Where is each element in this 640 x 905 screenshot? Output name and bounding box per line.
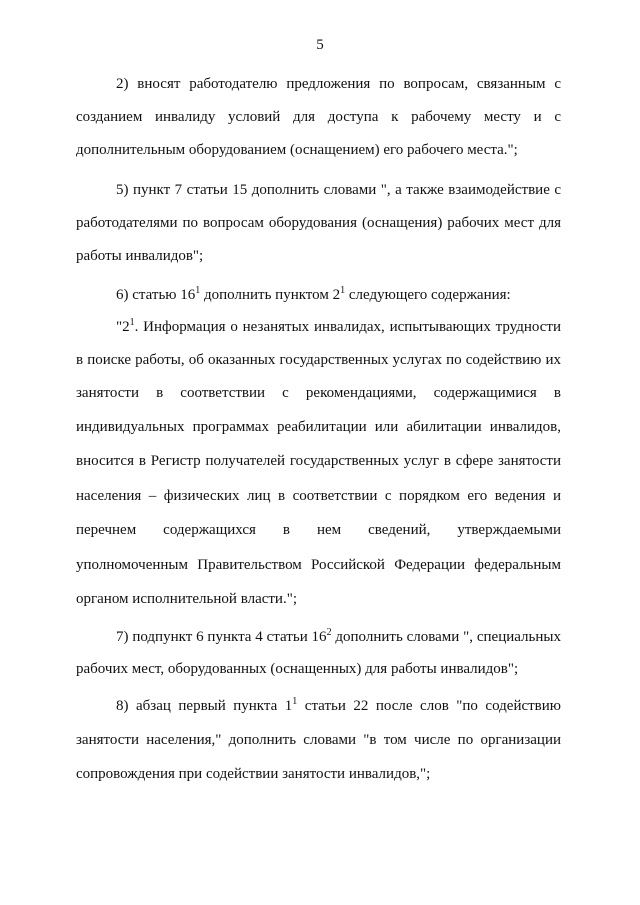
item-7-line-2: рабочих мест, оборудованных (оснащенных) для работы инвалидов"; [76,661,519,677]
item-5-line-2: работодателями по вопросам оборудования (оснащения) рабочих мест для [76,215,561,231]
item-8-line-3: сопровождения при содействии занятости инвалидов,"; [76,766,431,782]
item-2-line-2: созданием инвалиду условий для доступа к рабочему месту и с [76,109,561,125]
quote-superscript: 1 [129,317,135,328]
item-6-superscript-1: 1 [195,285,201,296]
item-7-text-a: 7) подпункт 6 пункта 4 статьи 16 [116,629,327,645]
quote-line-4: индивидуальных программах реабилитации или абилитации инвалидов, [76,419,561,435]
item-8-text-b: статьи 22 после слов "по содействию [297,698,561,714]
quote-line-5: вносится в Регистр получателей государственных услуг в сфере занятости [76,453,561,469]
quote-text-b: . Информация о незанятых инвалидах, испытывающих трудности [134,319,561,335]
item-6-text-a: 6) статью 16 [116,287,196,303]
quote-line-3: занятости в соответствии с рекомендациями, содержащимися в [76,385,561,401]
item-7-text-b: дополнить словами ", специальных [331,629,561,645]
quote-line-9: органом исполнительной власти."; [76,591,298,607]
page-number: 5 [316,37,324,53]
quote-line-2: в поиске работы, об оказанных государственных услугах по содействию их [76,352,561,368]
quote-text-a: "2 [116,319,130,335]
item-2-line-1: 2) вносят работодателю предложения по вопросам, связанным с [116,76,561,92]
quote-line-7: перечнем содержащихся в нем сведений, утверждаемыми [76,522,561,538]
item-8-line-2: занятости населения," дополнить словами "в том числе по организации [76,732,561,748]
item-5-line-1: 5) пункт 7 статьи 15 дополнить словами ", а также взаимодействие с [116,182,561,198]
item-8-line-1 [116,697,561,715]
quote-line-1 [116,318,561,336]
quote-line-6: населения – физических лиц в соответствии с порядком его ведения и [76,488,561,504]
item-7-line-1 [116,628,561,646]
quote-line-8: уполномоченным Правительством Российской Федерации федеральным [76,557,561,573]
item-6-text-c: следующего содержания: [345,287,511,303]
item-8-superscript: 1 [292,696,298,707]
item-2-line-3: дополнительным оборудованием (оснащением) его рабочего места."; [76,142,518,158]
item-6-text-b: дополнить пунктом 2 [200,287,341,303]
item-8-text-a: 8) абзац первый пункта 1 [116,698,293,714]
item-6-superscript-2: 1 [340,285,346,296]
item-6-line-1 [116,286,561,304]
item-7-superscript: 2 [326,627,332,638]
item-5-line-3: работы инвалидов"; [76,248,204,264]
